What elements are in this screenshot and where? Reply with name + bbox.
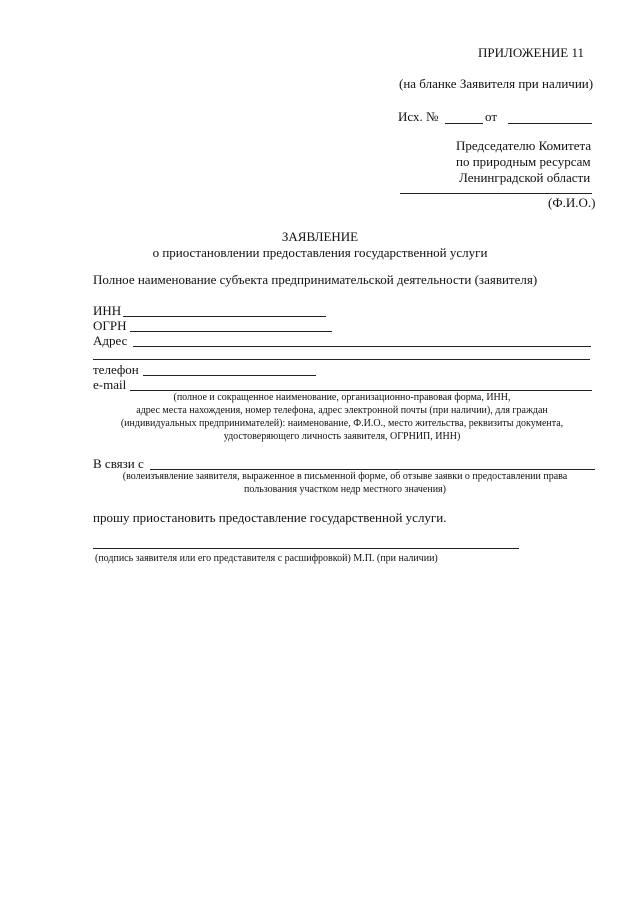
fio-label: (Ф.И.О.) bbox=[548, 195, 596, 210]
address-field-2[interactable] bbox=[93, 359, 590, 360]
applicant-caption-line-1: (полное и сокращенное наименование, организационно-правовая форма, ИНН, bbox=[173, 392, 511, 403]
reason-caption-line-1: (волеизъявление заявителя, выраженное в письменной форме, об отзыве заявки о предоставлении права bbox=[122, 471, 568, 482]
phone-label: телефон bbox=[93, 362, 139, 377]
letterhead-note: (на бланке Заявителя при наличии) bbox=[399, 76, 594, 91]
applicant-caption-line-4: удостоверяющего личность заявителя, ОГРНИП, ИНН) bbox=[223, 431, 461, 442]
applicant-heading: Полное наименование субъекта предпринимательской деятельности (заявителя) bbox=[93, 272, 538, 287]
phone-field[interactable] bbox=[143, 375, 316, 376]
signature-field[interactable] bbox=[93, 548, 519, 549]
signature-caption: (подпись заявителя или его представителя с расшифровкой) М.П. (при наличии) bbox=[95, 553, 438, 564]
inn-label: ИНН bbox=[93, 303, 122, 318]
reason-caption bbox=[95, 470, 595, 496]
fio-field[interactable] bbox=[400, 193, 592, 194]
document-subtitle: о приостановлении предоставления государственной услуги bbox=[152, 245, 488, 260]
applicant-caption-line-2: адрес места нахождения, номер телефона, адрес электронной почты (при наличии), для граждан bbox=[136, 405, 548, 416]
reason-caption-line-2: пользования участком недр местного значения) bbox=[244, 484, 446, 495]
applicant-caption-line-3: (индивидуальных предпринимателей): наименование, Ф.И.О., место жительства, реквизиты документа, bbox=[120, 418, 564, 429]
request-text: прошу приостановить предоставление государственной услуги. bbox=[93, 510, 447, 525]
addressee-line-1: Председателю Комитета bbox=[456, 138, 592, 153]
email-label: e-mail bbox=[93, 377, 127, 392]
addressee-line-2: по природным ресурсам bbox=[456, 154, 591, 169]
reason-label: В связи с bbox=[93, 456, 144, 471]
ref-date-field[interactable] bbox=[508, 123, 592, 124]
address-field[interactable] bbox=[133, 346, 591, 347]
addressee-line-3: Ленинградской области bbox=[459, 170, 591, 185]
ogrn-field[interactable] bbox=[130, 331, 332, 332]
inn-field[interactable] bbox=[123, 316, 326, 317]
appendix-label: ПРИЛОЖЕНИЕ 11 bbox=[478, 45, 584, 60]
applicant-caption bbox=[92, 391, 592, 443]
ogrn-label: ОГРН bbox=[93, 318, 127, 333]
document-title: ЗАЯВЛЕНИЕ bbox=[281, 229, 359, 244]
ref-no-field[interactable] bbox=[445, 123, 483, 124]
ref-from-label: от bbox=[485, 109, 498, 124]
ref-no-label: Исх. № bbox=[398, 109, 439, 124]
address-label: Адрес bbox=[93, 333, 128, 348]
